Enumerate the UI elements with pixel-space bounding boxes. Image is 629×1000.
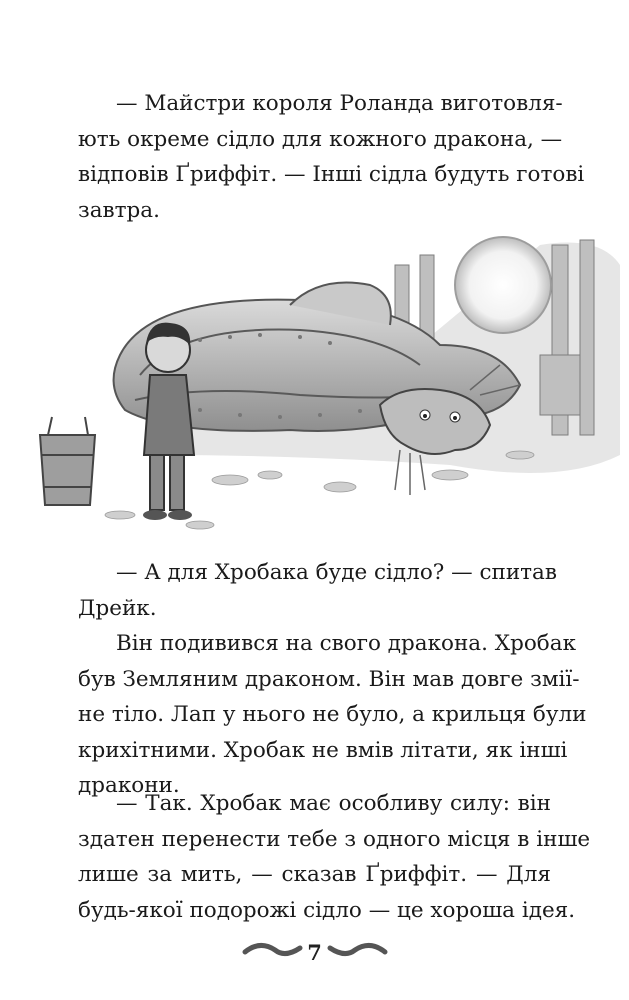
text-line: відповів Ґриффіт. — Інші сідла будуть готові: [78, 162, 585, 187]
text-line: здатен перенести тебе з одного місця в інше: [78, 826, 591, 852]
page-number: 7: [307, 940, 322, 965]
text-line: Він подивився на свого дракона. Хробак: [116, 631, 577, 656]
text-line: лише за мить, — сказав Ґриффіт. — Для: [78, 862, 551, 887]
text-line: дракони.: [78, 773, 180, 798]
text-line: будь-якої подорожі сідло — це хороша ідея.: [78, 897, 576, 923]
text-line: був Земляним драконом. Він мав довге змії-: [78, 666, 580, 692]
wooden-bucket: [40, 417, 95, 505]
paragraph-4: [78, 786, 591, 928]
text-line: завтра.: [78, 197, 160, 223]
text-line: — Майстри короля Роланда виготовля-: [116, 91, 563, 116]
text-line: не тіло. Лап у нього не було, а крильця були: [78, 702, 587, 727]
paragraph-3: [78, 626, 587, 804]
text-line: крихітними. Хробак не вмів літати, як інші: [78, 737, 568, 763]
paragraph-2: [78, 555, 557, 626]
text-line: — А для Хробака буде сідло? — спитав: [116, 560, 557, 585]
text-line: Дрейк.: [78, 595, 157, 621]
boy-figure: [143, 323, 194, 520]
paragraph-1: [78, 86, 585, 228]
dragon-and-boy-illustration: [0, 225, 629, 545]
text-line: — Так. Хробак має особливу силу: він: [116, 791, 551, 816]
text-line: ють окреме сідло для кожного дракона, —: [78, 126, 563, 152]
round-shield-glow: [455, 237, 551, 333]
